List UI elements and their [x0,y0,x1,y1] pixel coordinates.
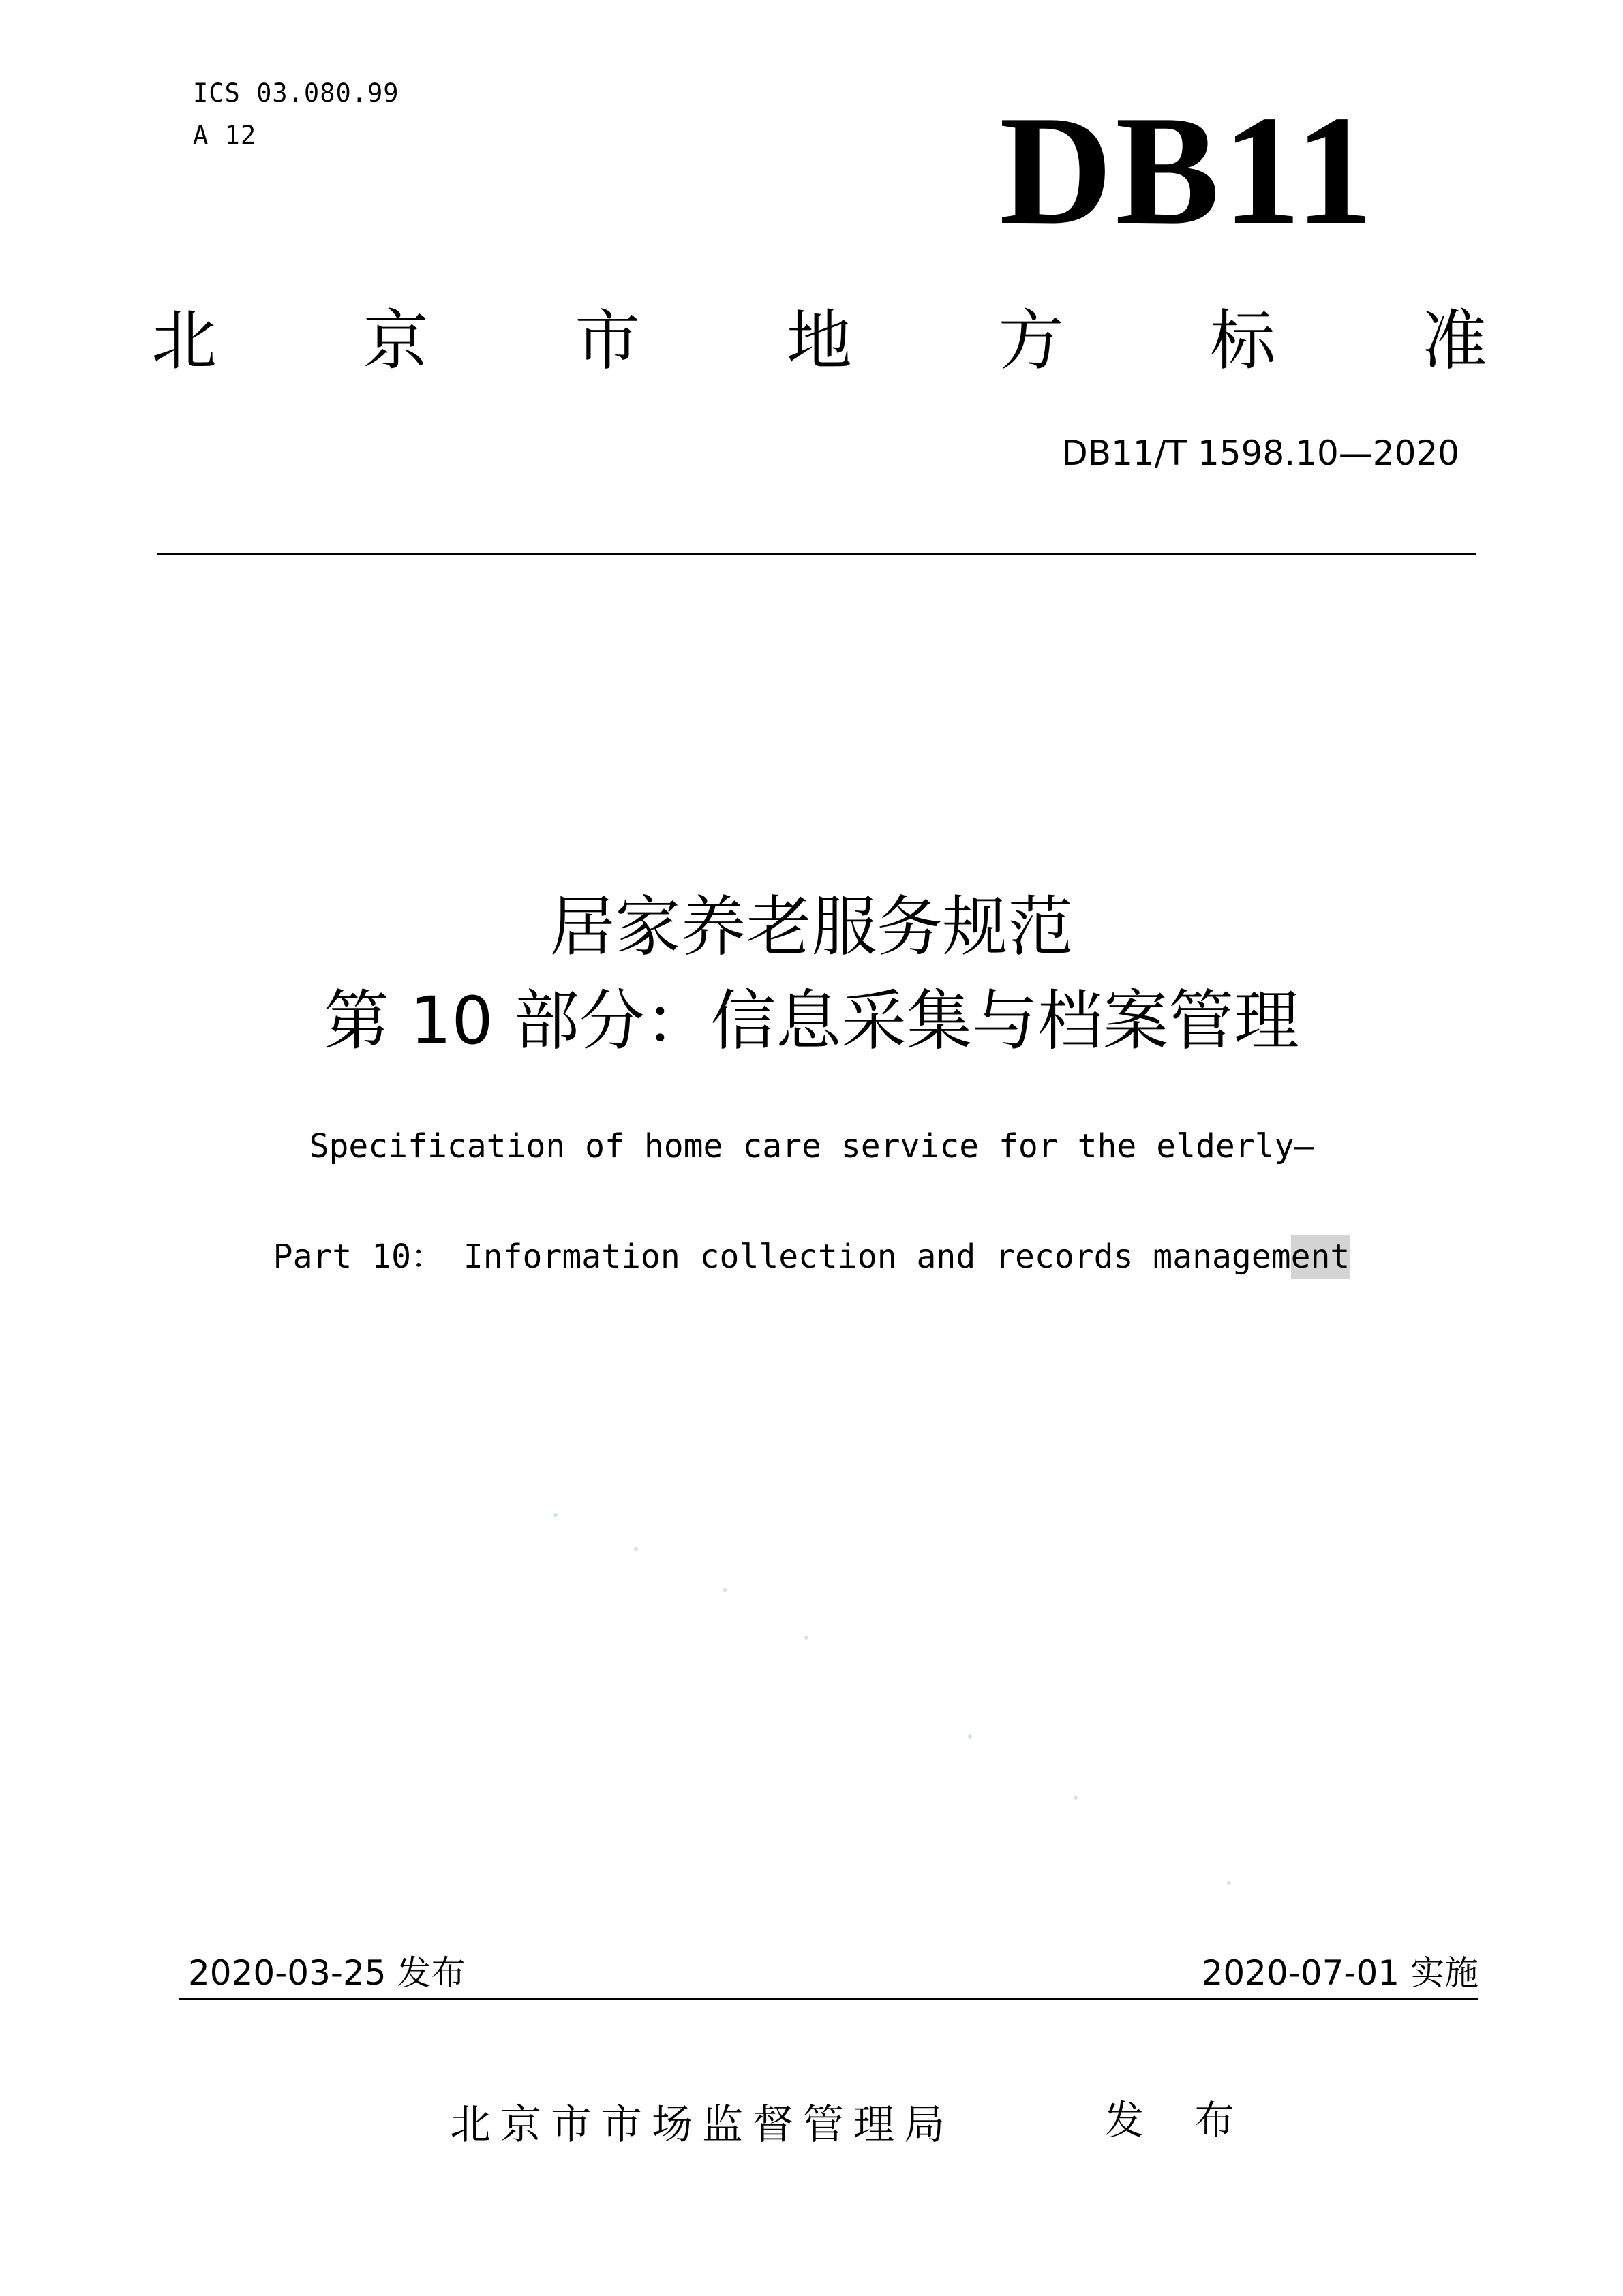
standard-type-char: 北 [151,303,217,379]
scan-speck [804,1636,808,1640]
issue-label: 发 布 [1104,2097,1254,2143]
standard-type-char: 京 [363,303,429,379]
standard-number: DB11/T 1598.10—2020 [1061,433,1459,473]
standard-type-char: 方 [998,303,1064,379]
scan-speck [1227,1881,1231,1885]
scan-speck [634,1547,638,1551]
scan-speck [723,1588,727,1592]
title-chinese-line2: 第 10 部分：信息采集与档案管理 [323,983,1300,1059]
title-chinese-line1: 居家养老服务规范 [549,889,1074,965]
ics-code: ICS 03.080.99 [193,78,399,108]
standard-type-char: 准 [1421,303,1487,379]
scan-speck [968,1734,972,1739]
standard-type-char: 市 [575,303,641,379]
title-english-line2-text: Part 10： Information collection and records managem [273,1238,1291,1276]
standard-type-char: 标 [1210,303,1276,379]
footer-divider [179,1998,1478,2000]
scan-speck [1074,1796,1078,1800]
issuing-authority: 北京市市场监督管理局 [450,2101,954,2149]
standard-type-char: 地 [786,303,852,379]
ccs-code: A 12 [193,121,257,150]
text-selection-highlight: ent [1291,1235,1350,1279]
effective-date: 2020-07-01 实施 [1201,1953,1478,1993]
publish-date: 2020-03-25 发布 [188,1953,466,1993]
title-english-line2 [0,1235,1623,1279]
title-english-line1: Specification of home care service for the elderly— [309,1127,1314,1165]
scan-speck [553,1513,558,1517]
db11-logo: DB11 [999,83,1376,257]
header-divider [157,553,1476,555]
standard-type-heading [151,303,1487,379]
